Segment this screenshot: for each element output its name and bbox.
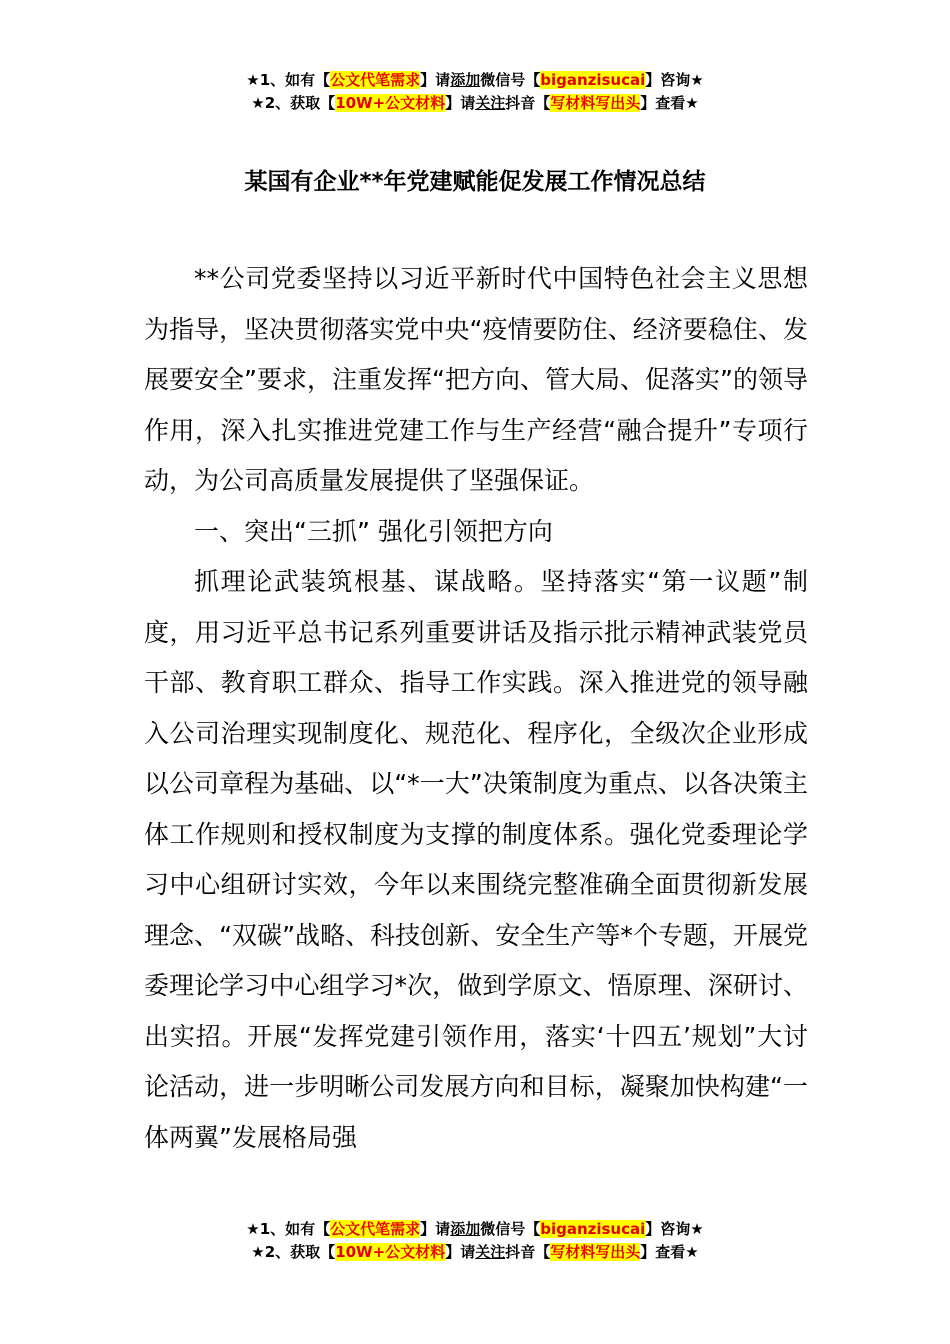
- highlight-service: 公文代笔需求: [330, 71, 421, 89]
- highlight-materials: 10W+公文材料: [335, 94, 446, 112]
- promo-line-2: ★2、获取【10W+公文材料】请关注抖音【写材料写出头】查看★: [251, 94, 699, 112]
- document-title: 某国有企业**年党建赋能促发展工作情况总结: [244, 169, 706, 195]
- highlight-materials: 10W+公文材料: [335, 1243, 446, 1261]
- promo-line-2: ★2、获取【10W+公文材料】请关注抖音【写材料写出头】查看★: [251, 1243, 699, 1261]
- promo-banner-bottom: [0, 1218, 950, 1264]
- document-body: [144, 254, 808, 1163]
- highlight-wechat-id: biganzisucai: [540, 71, 646, 89]
- highlight-service: 公文代笔需求: [330, 1220, 421, 1238]
- section-heading: 一、突出“三抓” 强化引领把方向: [194, 516, 553, 546]
- highlight-wechat-id: biganzisucai: [540, 1220, 646, 1238]
- highlight-douyin-account: 写材料写出头: [550, 94, 641, 112]
- intro-paragraph: **公司党委坚持以习近平新时代中国特色社会主义思想为指导，坚决贯彻落实党中央“疫情要防住、经济要稳住、发展要安全”要求，注重发挥“把方向、管大局、促落实”的领导作用，深入扎实推进党建工作与生产经营“融合提升”专项行动，为公司高质量发展提供了坚强保证。: [144, 264, 808, 495]
- promo-banner-top: [0, 69, 950, 115]
- promo-line-1: ★1、如有【公文代笔需求】请添加微信号【biganzisucai】咨询★: [246, 71, 704, 89]
- highlight-douyin-account: 写材料写出头: [550, 1243, 641, 1261]
- promo-line-1: ★1、如有【公文代笔需求】请添加微信号【biganzisucai】咨询★: [246, 1220, 704, 1238]
- body-paragraph: 抓理论武装筑根基、谋战略。坚持落实“第一议题”制度，用习近平总书记系列重要讲话及指示批示精神武装党员干部、教育职工群众、指导工作实践。深入推进党的领导融入公司治理实现制度化、规范化、程序化，全级次企业形成以公司章程为基础、以“*一大”决策制度为重点、以各决策主体工作规则和授权制度为支撑的制度体系。强化党委理论学习中心组研讨实效，今年以来围绕完整准确全面贯彻新发展理念、“双碳”战略、科技创新、安全生产等*个专题，开展党委理论学习中心组学习*次，做到学原文、悟原理、深研讨、出实招。开展“发挥党建引领作用，落实‘十四五’规划”大讨论活动，进一步明晰公司发展方向和目标，凝聚加快构建“一体两翼”发展格局强: [144, 567, 808, 1152]
